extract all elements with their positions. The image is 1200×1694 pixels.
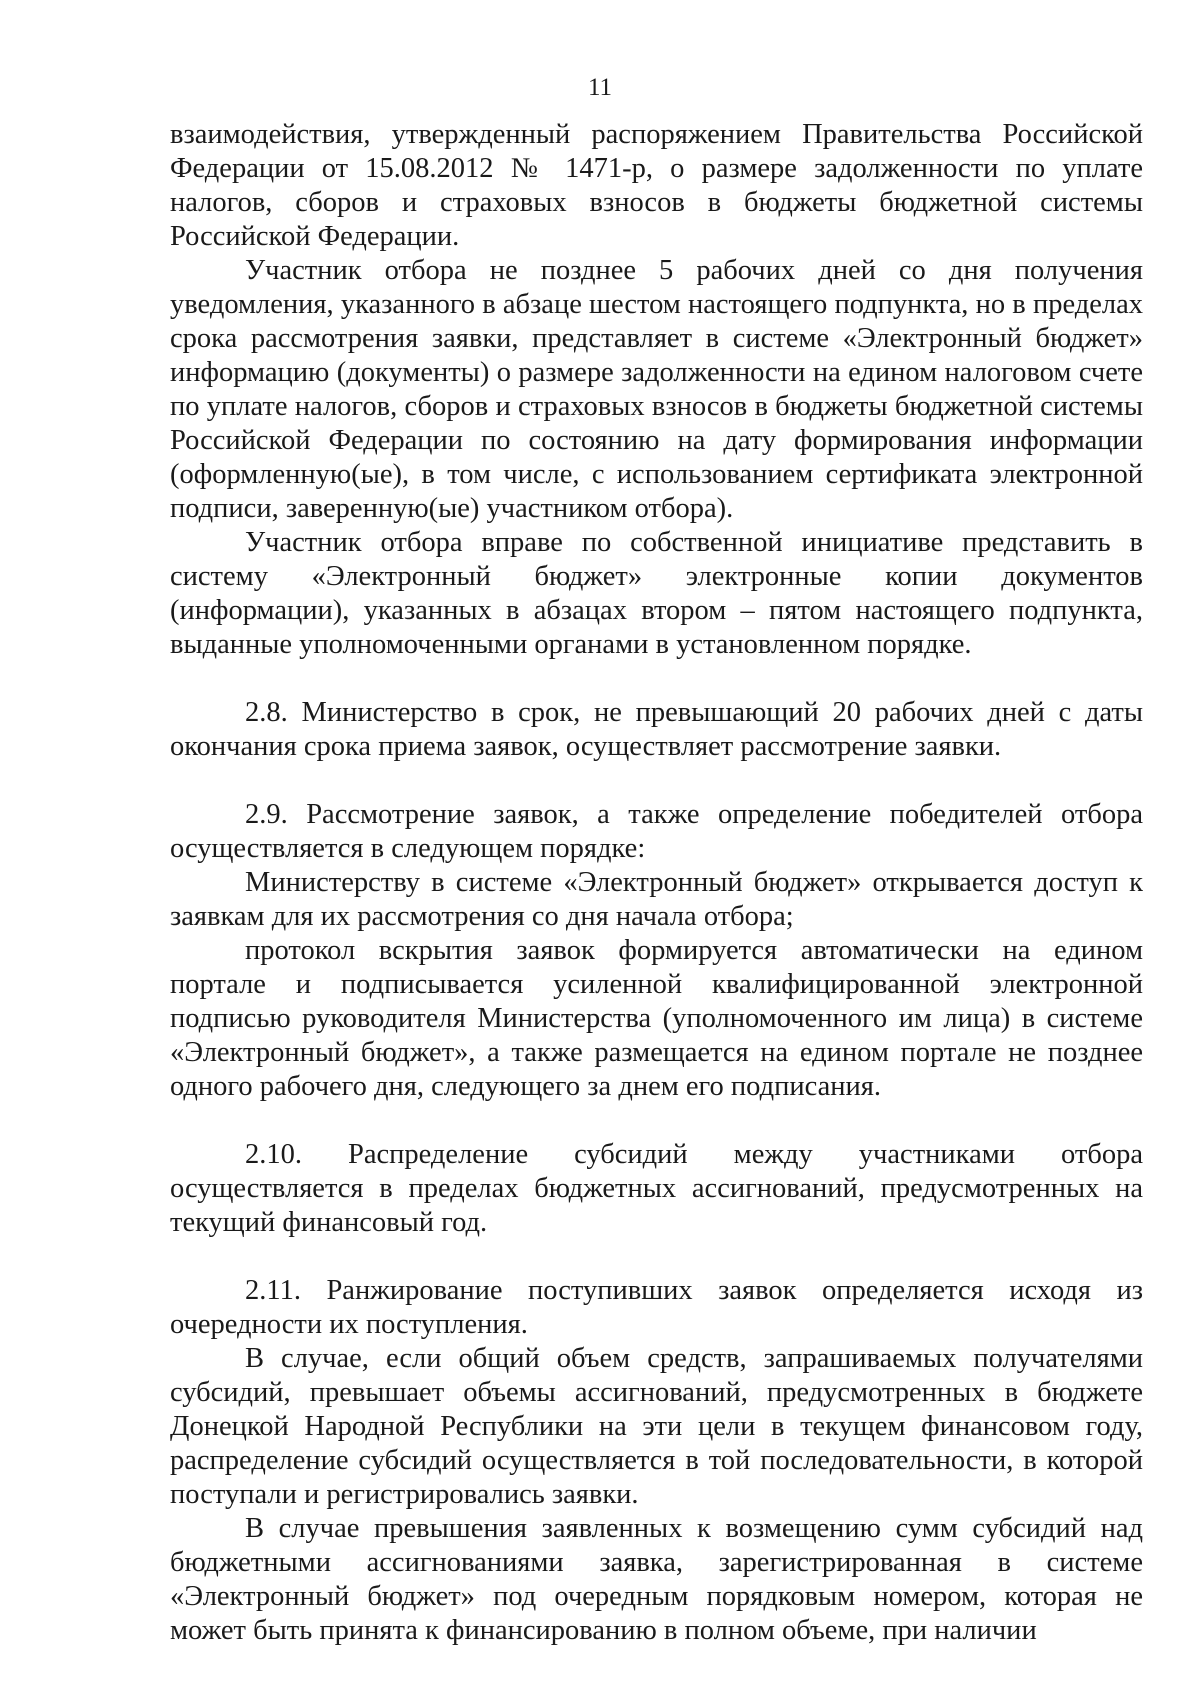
paragraph-opening-protocol: протокол вскрытия заявок формируется автоматически на едином портале и подписывается усиленной квалифицированной электронной подписью руководителя Министерства (уполномоченного им лица) в системе «Электронный бюджет», а также размещается на едином портале не позднее одного рабочего дня, следующего за днем его подписания. (170, 935, 1143, 1102)
paragraph-2-10: 2.10. Распределение субсидий между участниками отбора осуществляется в пределах бюджетных ассигнований, предусмотренных на текущий финансовый год. (170, 1139, 1143, 1238)
paragraph-ministry-access: Министерству в системе «Электронный бюджет» открывается доступ к заявкам для их рассмотрения со дня начала отбора; (170, 867, 1143, 932)
paragraph-2-11: 2.11. Ранжирование поступивших заявок определяется исходя из очередности их поступления. (170, 1275, 1143, 1340)
paragraph-excess-claims: В случае превышения заявленных к возмещению сумм субсидий над бюджетными ассигнованиями заявка, зарегистрированная в системе «Электронный бюджет» под очередным порядковым номером, которая не может быть принята к финансированию в полном объеме, при наличии (170, 1513, 1143, 1646)
paragraph-participant-debt-info: Участник отбора не позднее 5 рабочих дней со дня получения уведомления, указанного в абзаце шестом настоящего подпункта, но в пределах срока рассмотрения заявки, представляет в системе «Электронный бюджет» информацию (документы) о размере задолженности на едином налоговом счете по уплате налогов, сборов и страховых взносов в бюджеты бюджетной системы Российской Федерации по состоянию на дату формирования информации (оформленную(ые), в том числе, с использованием сертификата электронной подписи, заверенную(ые) участником отбора). (170, 255, 1143, 524)
paragraph-2-9: 2.9. Рассмотрение заявок, а также определение победителей отбора осуществляется в следующем порядке: (170, 799, 1143, 864)
paragraph-continuation: взаимодействия, утвержденный распоряжением Правительства Российской Федерации от 15.08.2012 № 1471-р, о размере задолженности по уплате налогов, сборов и страховых взносов в бюджеты бюджетной системы Российской Федерации. (170, 119, 1143, 252)
document-body (170, 118, 1143, 1648)
paragraph-participant-right: Участник отбора вправе по собственной инициативе представить в систему «Электронный бюджет» электронные копии документов (информации), указанных в абзацах втором – пятом настоящего подпункта, выданные уполномоченными органами в установленном порядке. (170, 527, 1143, 660)
paragraph-distribution-order: В случае, если общий объем средств, запрашиваемых получателями субсидий, превышает объемы ассигнований, предусмотренных в бюджете Донецкой Народной Республики на эти цели в текущем финансовом году, распределение субсидий осуществляется в той последовательности, в которой поступали и регистрировались заявки. (170, 1343, 1143, 1510)
page-number: 11 (587, 74, 613, 101)
paragraph-2-8: 2.8. Министерство в срок, не превышающий 20 рабочих дней с даты окончания срока приема заявок, осуществляет рассмотрение заявки. (170, 697, 1143, 762)
